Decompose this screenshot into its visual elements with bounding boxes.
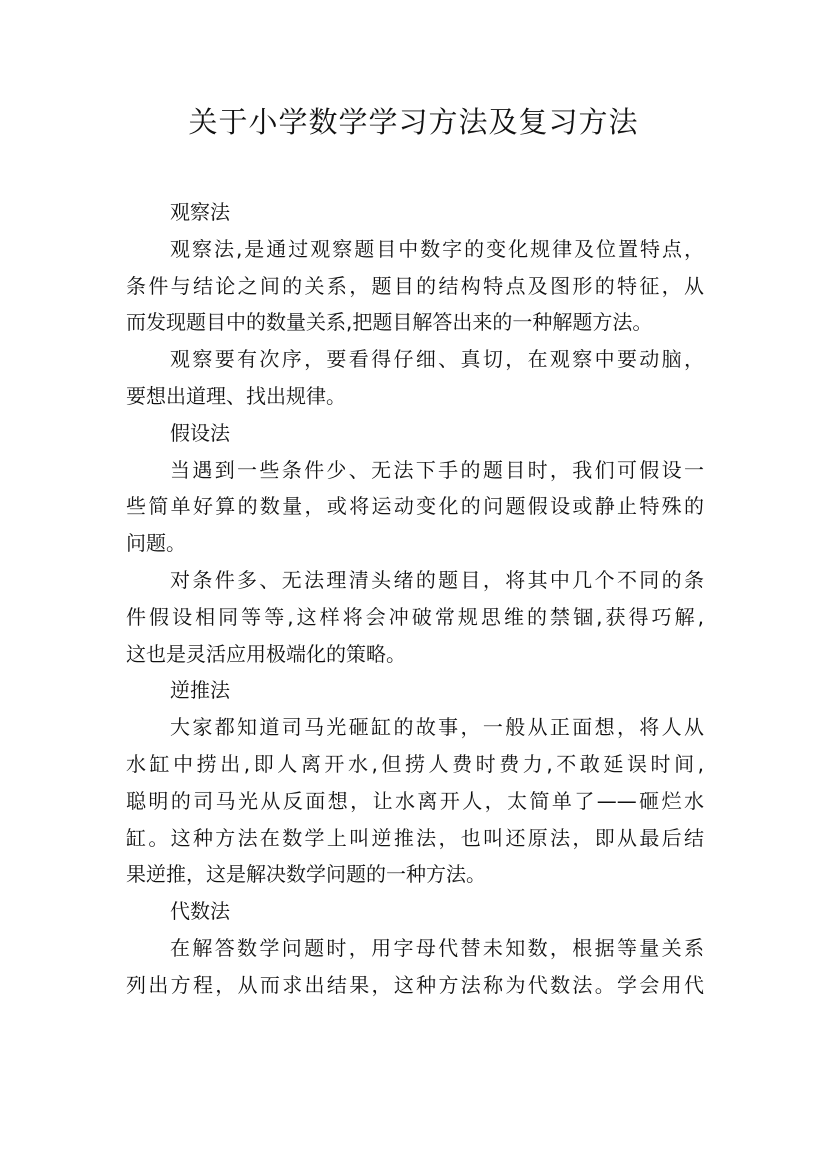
paragraph-line: 果逆推，这是解决数学问题的一种方法。	[126, 862, 486, 887]
paragraph-line: 件假设相同等等,这样将会冲破常规思维的禁锢,获得巧解,	[126, 604, 704, 629]
paragraph	[126, 709, 704, 893]
paragraph-line: 而发现题目中的数量关系,把题目解答出来的一种解题方法。	[126, 310, 653, 335]
document-body	[126, 194, 704, 1004]
paragraph-line: 观察要有次序，要看得仔细、真切，在观察中要动脑，	[170, 347, 704, 372]
paragraph-line: 些简单好算的数量，或将运动变化的问题假设或静止特殊的	[126, 494, 704, 519]
paragraph-line: 当遇到一些条件少、无法下手的题目时，我们可假设一	[170, 457, 704, 482]
paragraph	[126, 341, 704, 415]
document-title: 关于小学数学学习方法及复习方法	[188, 105, 639, 139]
paragraph-line: 要想出道理、找出规律。	[126, 383, 346, 408]
paragraph-line: 列出方程，从而求出结果，这种方法称为代数法。学会用代	[126, 972, 704, 997]
paragraph-line: 这也是灵活应用极端化的策略。	[126, 641, 406, 666]
section-heading: 代数法	[170, 899, 230, 924]
paragraph-line: 水缸中捞出,即人离开水,但捞人费时费力,不敢延误时间,	[126, 751, 704, 776]
paragraph	[126, 231, 704, 341]
paragraph-line: 聪明的司马光从反面想，让水离开人，太简单了——砸烂水	[126, 788, 704, 813]
paragraph	[126, 930, 704, 1004]
paragraph-line: 观察法,是通过观察题目中数字的变化规律及位置特点，	[170, 236, 704, 261]
section-heading: 逆推法	[170, 678, 230, 703]
paragraph-line: 对条件多、无法理清头绪的题目，将其中几个不同的条	[170, 567, 704, 592]
paragraph-line: 大家都知道司马光砸缸的故事，一般从正面想，将人从	[170, 715, 704, 740]
paragraph-line: 问题。	[126, 531, 186, 556]
paragraph-line: 条件与结论之间的关系，题目的结构特点及图形的特征，从	[126, 273, 704, 298]
section-heading: 观察法	[170, 200, 230, 224]
paragraph	[126, 562, 704, 672]
paragraph	[126, 452, 704, 562]
section-heading: 假设法	[170, 420, 230, 445]
paragraph-line: 在解答数学问题时，用字母代替未知数，根据等量关系	[170, 935, 704, 960]
paragraph-line: 缸。这种方法在数学上叫逆推法，也叫还原法，即从最后结	[126, 825, 704, 850]
